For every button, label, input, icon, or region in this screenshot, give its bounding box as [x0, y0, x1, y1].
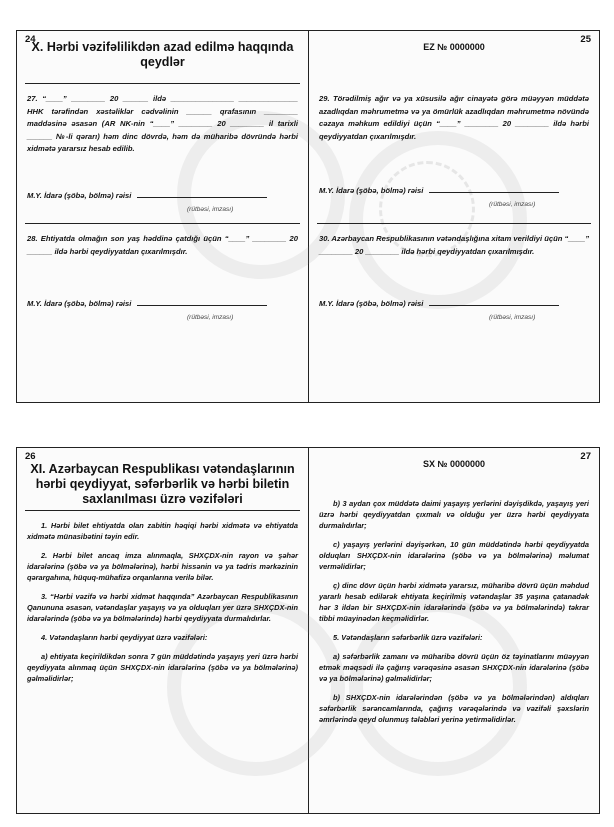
- booklet-spread-bottom: [16, 447, 600, 814]
- duty-4a: a) ehtiyata keçirildikdən sonra 7 gün müddətində yaşayış yeri üzrə hərbi qeydiyyata alınmaq üçün SHXÇDX-nin idarələrinə (şöbə və ya bölmələrinə) gəlməlidirlər;: [27, 652, 298, 683]
- section-title: X. Hərbi vəzifəlilikdən azad edilmə haqqında qeydlər: [31, 40, 294, 69]
- item-30-signature: M.Y. İdarə (şöbə, bölmə) rəisi: [319, 299, 589, 308]
- item-29-text: 29. Törədilmiş ağır və ya xüsusilə ağır cinayətə görə müəyyən müddətə azadlıqdan məhrumetmə və ya ömürlük azadlıqdan məhrumetmə növündə cəzaya məhkum edildiyi üçün “____” ________ 20 ________ ildə hərbi qeydiyyatdan çıxarılmışdır.: [319, 94, 589, 141]
- booklet-spread-top: [16, 30, 600, 403]
- item-28-signature-caption: (rütbəsi, imzası): [187, 314, 234, 321]
- item-30-signature-caption: (rütbəsi, imzası): [489, 314, 536, 321]
- page-26: [17, 448, 309, 813]
- item-27-signature: M.Y. İdarə (şöbə, bölmə) rəisi: [27, 191, 298, 200]
- duty-4cc: ç) dinc dövr üçün hərbi xidmətə yararsız, müharibə dövrü üçün məhdud yararlı hesab edilərək ehtiyata keçirilmiş vətəndaşlar 35 yaşına çatanadək hər 3 ildən bir SHXÇDX-nin idarələrində (şöbə və ya bölmələrində) təkrar tibbi müayinədən keçməlidirlər.: [319, 581, 589, 623]
- duty-5a: a) səfərbərlik zamanı və müharibə dövrü üçün öz təyinatlarını müəyyən etmək məqsədi ilə çağırış vərəqəsinə əsasən SHXÇDX-nin idarələrinə (şöbə və ya bölmələrinə) gəlməlidirlər;: [319, 652, 589, 683]
- page-number: 25: [580, 34, 591, 45]
- item-29-signature: M.Y. İdarə (şöbə, bölmə) rəisi: [319, 186, 589, 195]
- divider: [25, 83, 300, 84]
- page-25: [309, 31, 599, 402]
- divider: [25, 223, 300, 224]
- item-27-signature-caption: (rütbəsi, imzası): [187, 206, 234, 213]
- page-number: 27: [580, 451, 591, 462]
- duty-1: 1. Hərbi bilet ehtiyatda olan zabitin həqiqi hərbi xidmətə və ehtiyatda xidmətə münasibətini təyin edir.: [27, 521, 298, 541]
- duty-4c: c) yaşayış yerlərini dəyişərkən, 10 gün müddətində hərbi qeydiyyatda olduqları SHXÇDX-nin idarələrinə (şöbə və ya bölmələrinə) məlumat verməlidirlər;: [319, 540, 589, 571]
- duty-2: 2. Hərbi bilet ancaq imza alınmaqla, SHXÇDX-nin rayon və şəhər idarələrinə (şöbə və ya bölmələrinə), hərbi hissənin və ya tədris mərkəzinin qərargahına, hüquq-mühafizə orqanlarına verilə bilər.: [27, 551, 298, 582]
- serial-number: EZ № 0000000: [423, 42, 485, 52]
- item-27-text: 27. “____” ________ 20 ______ ildə _______________ ______________ HHK tərəfindən xəstəliklər cədvəlinin ______ qrafasının ________ maddəsinə əsasən (AR NK-nin “____” ________ 20 ________ il tarixli ______ №-li qərarı) həm dinc dövrdə, həm də müharibə dövründə hərbi xidmətə yararsız hesab edilib.: [27, 94, 298, 153]
- item-30-text: 30. Azərbaycan Respublikasının vətəndaşlığına xitam verildiyi üçün “____” ________ 20 ________ ildə hərbi qeydiyyatdan çıxarılmışdır.: [319, 234, 589, 256]
- item-28-text: 28. Ehtiyatda olmağın son yaş həddinə çatdığı üçün “____” ________ 20 ______ ildə hərbi qeydiyyatdan çıxarılmışdır.: [27, 234, 298, 256]
- page-number: 24: [25, 34, 36, 45]
- duty-5: 5. Vətəndaşların səfərbərlik üzrə vəzifələri:: [333, 633, 483, 642]
- duty-3: 3. “Hərbi vəzifə və hərbi xidmət haqqında” Azərbaycan Respublikasının Qanununa əsasən, vətəndaşlar yaşayış və ya olduqları yer üzrə SHXÇDX-nin idarələrində (şöbə və ya bölmələrində) hərbi qeydiyyata durmalıdırlar.: [27, 592, 298, 623]
- serial-number: SX № 0000000: [422, 459, 486, 469]
- duty-5b: b) SHXÇDX-nin idarələrindən (şöbə və ya bölmələrindən) aldıqları səfərbərlik sərəncamlarında, çağırış vərəqələrində və vəzifəli şəxslərin əmrlərində qeyd olunmuş tələbləri yerinə yetirməlidirlər.: [319, 693, 589, 724]
- page-27: [309, 448, 599, 813]
- page-24: [17, 31, 309, 402]
- divider: [25, 510, 300, 511]
- duty-4b: b) 3 aydan çox müddətə daimi yaşayış yerlərini dəyişdikdə, yaşayış yeri üzrə hərbi qeydiyyatdan çıxmalı və olduğu yer üzrə hərbi qeydiyyata durmalıdırlar;: [319, 499, 589, 530]
- duties-list: [27, 520, 298, 692]
- duty-4: 4. Vətəndaşların hərbi qeydiyyat üzrə vəzifələri:: [41, 633, 208, 642]
- page-number: 26: [25, 451, 36, 462]
- divider: [317, 223, 591, 224]
- section-title: XI. Azərbaycan Respublikası vətəndaşlarının hərbi qeydiyyat, səfərbərlik və hərbi biletin saxlanılması üzrə vəzifələri: [30, 462, 295, 506]
- emblem-watermark: [349, 131, 527, 309]
- item-28-signature: M.Y. İdarə (şöbə, bölmə) rəisi: [27, 299, 298, 308]
- item-29-signature-caption: (rütbəsi, imzası): [489, 201, 536, 208]
- duties-list: [319, 498, 589, 733]
